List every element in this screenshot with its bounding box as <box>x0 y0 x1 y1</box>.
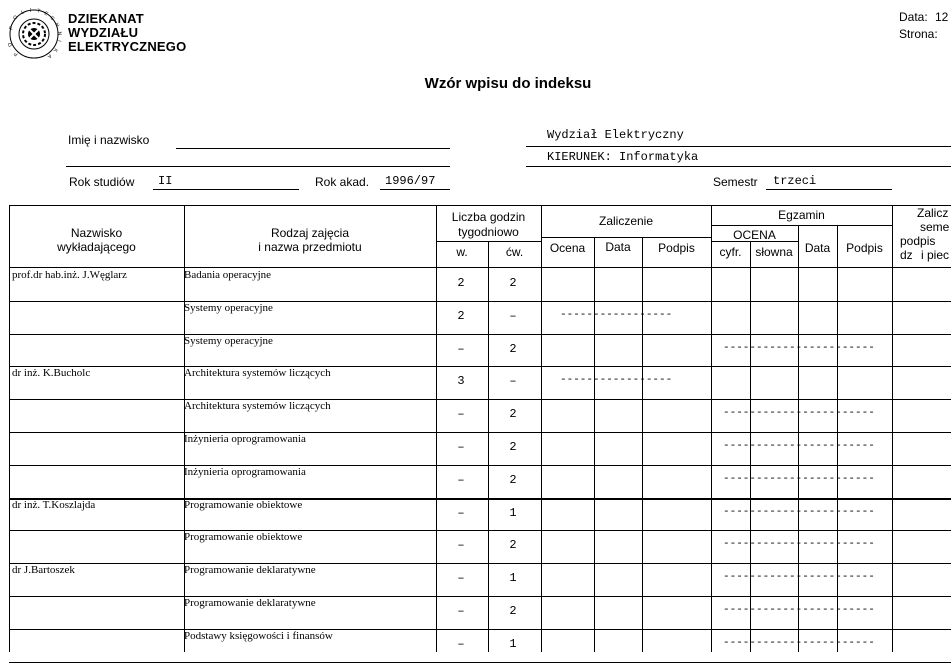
row-separator <box>9 399 951 400</box>
row-separator <box>9 498 951 500</box>
col-border-exam-date <box>798 225 799 652</box>
row-separator <box>9 596 951 597</box>
exam-dash-line: ----------------------- <box>723 538 875 550</box>
table-header-bottom <box>9 267 951 268</box>
exam-word-header: słowna <box>755 245 793 259</box>
semester-line <box>766 189 892 190</box>
faculty-value: Wydział Elektryczny <box>547 128 684 142</box>
exam-date-header: Data <box>804 241 831 255</box>
hours-header-l2: tygodniowo <box>458 225 519 239</box>
subject-cell: Programowanie obiektowe <box>184 531 303 543</box>
hours-w-cell: – <box>457 407 465 421</box>
name-label: Imię i nazwisko <box>68 133 150 147</box>
acad-value: 1996/97 <box>385 174 436 188</box>
credit-sign-header: Podpis <box>658 241 695 255</box>
exam-dash-line: ----------------------- <box>723 407 875 419</box>
hours-c-cell: – <box>509 309 517 323</box>
exam-dash-line: ----------------------- <box>723 637 875 649</box>
hours-c-cell: 2 <box>509 342 517 356</box>
exam-dash-line: ----------------------- <box>723 440 875 452</box>
exam-dash-line: ----------------------- <box>723 342 875 354</box>
hours-c-cell: 1 <box>509 637 517 651</box>
row-separator <box>9 629 951 630</box>
table-top-border <box>9 205 951 206</box>
exam-header: Egzamin <box>778 208 825 222</box>
svg-text:L: L <box>20 9 26 16</box>
exam-dash-line: ----------------------- <box>723 604 875 616</box>
org-name-line2: WYDZIAŁU <box>68 25 139 40</box>
hours-w-cell: – <box>457 342 465 356</box>
row-separator <box>9 563 951 564</box>
exam-subheader-line <box>711 225 892 226</box>
faculty-line <box>526 146 951 147</box>
year-value: II <box>158 174 173 188</box>
svg-text:K: K <box>51 47 59 53</box>
col-border-semester <box>892 205 893 652</box>
university-seal-logo <box>6 8 64 60</box>
hours-c-cell: 2 <box>509 276 517 290</box>
exam-digit-header: cyfr. <box>719 245 742 259</box>
name-field-line2 <box>66 166 450 167</box>
svg-text:I: I <box>55 39 62 43</box>
subject-cell: Systemy operacyjne <box>184 302 273 314</box>
exam-grade-header: OCENA <box>733 228 776 242</box>
semester-value: trzeci <box>773 174 817 188</box>
lecturer-header-l2: wykładającego <box>57 240 136 254</box>
subject-header-l1: Rodzaj zajęcia <box>270 226 350 240</box>
hours-w-header: w. <box>456 245 468 259</box>
lecturer-cell: dr inż. K.Bucholc <box>12 367 91 379</box>
hours-w-cell: 2 <box>457 276 465 290</box>
subject-cell: Architektura systemów liczących <box>184 400 331 412</box>
subject-cell: Programowanie obiektowe <box>184 499 303 511</box>
hours-c-cell: 2 <box>509 604 517 618</box>
subject-cell: Badania operacyjne <box>184 269 272 281</box>
org-name-line3: ELEKTRYCZNEGO <box>68 39 187 54</box>
col-border-exam <box>711 205 712 652</box>
col-border-left <box>9 205 10 652</box>
credit-dash-line: ----------------- <box>560 374 673 386</box>
semester-header-l4: i piec <box>921 248 950 262</box>
col-border-credit <box>541 205 542 652</box>
svg-text:O: O <box>6 41 14 48</box>
svg-text:I: I <box>30 8 32 14</box>
exam-dash-line: ----------------------- <box>723 506 875 518</box>
hours-c-cell: 2 <box>509 538 517 552</box>
name-field-line <box>176 148 450 149</box>
year-label: Rok studiów <box>69 175 135 189</box>
direction-value: KIERUNEK: Informatyka <box>547 150 699 164</box>
hours-w-cell: – <box>457 440 465 454</box>
subject-cell: Programowanie deklaratywne <box>184 597 316 609</box>
exam-dash-line: ----------------------- <box>723 571 875 583</box>
svg-text:A: A <box>46 52 53 60</box>
hours-w-cell: – <box>457 637 465 651</box>
col-border-credit-date <box>594 237 595 652</box>
lecturer-cell: prof.dr hab.inż. J.Węglarz <box>12 269 127 281</box>
page-title: Wzór wpisu do indeksu <box>424 75 592 92</box>
svg-text:P: P <box>12 50 20 58</box>
col-border-hours <box>436 205 437 652</box>
credit-header: Zaliczenie <box>598 214 654 228</box>
col-border-credit-sign <box>642 237 643 652</box>
svg-text:N: N <box>56 31 63 36</box>
hours-w-cell: – <box>457 538 465 552</box>
lecturer-header-l1: Nazwisko <box>70 226 123 240</box>
svg-text:O: O <box>12 14 20 22</box>
exam-sign-header: Podpis <box>846 241 883 255</box>
credit-grade-header: Ocena <box>549 241 586 255</box>
credit-date-header: Data <box>605 240 631 254</box>
hours-w-cell: – <box>457 571 465 585</box>
org-name-line1: DZIEKANAT <box>68 11 144 26</box>
exam-dash-line: ----------------------- <box>723 473 875 485</box>
row-separator <box>9 530 951 531</box>
svg-text:E: E <box>43 10 49 18</box>
row-separator <box>9 334 951 335</box>
svg-text:H: H <box>53 22 61 29</box>
credit-dash-line: ----------------- <box>560 309 673 321</box>
hours-w-cell: – <box>457 604 465 618</box>
subject-cell: Podstawy księgowości i finansów <box>184 630 333 642</box>
hours-c-cell: 2 <box>509 440 517 454</box>
svg-text:P: P <box>8 25 16 31</box>
year-line <box>153 189 299 190</box>
semester-header-l2: seme <box>920 220 950 234</box>
semester-header-l3: podpis dz <box>900 234 936 262</box>
col-border-exam-sign <box>837 225 838 652</box>
direction-line <box>526 166 951 167</box>
semester-label: Semestr <box>713 175 758 189</box>
hours-c-cell: 2 <box>509 407 517 421</box>
svg-text:T: T <box>36 8 41 15</box>
acad-label: Rok akad. <box>315 175 370 189</box>
hours-w-cell: – <box>457 473 465 487</box>
subject-cell: Programowanie deklaratywne <box>184 564 316 576</box>
subject-header-l2: i nazwa przedmiotu <box>258 240 362 254</box>
date-value: 12 <box>935 10 949 24</box>
page-label: Strona: <box>899 27 938 41</box>
subject-cell: Inżynieria oprogramowania <box>184 466 306 478</box>
subject-cell: Architektura systemów liczących <box>184 367 331 379</box>
lecturer-cell: dr J.Bartoszek <box>12 564 75 576</box>
date-label: Data: <box>899 10 928 24</box>
hours-c-cell: – <box>509 374 517 388</box>
hours-c-cell: 1 <box>509 506 517 520</box>
col-border-hours-c <box>488 241 489 652</box>
semester-header-l1: Zalicz <box>917 206 949 220</box>
row-separator <box>9 366 951 367</box>
hours-w-cell: 2 <box>457 309 465 323</box>
acad-line <box>380 189 450 190</box>
subject-cell: Systemy operacyjne <box>184 335 273 347</box>
credit-subheader-line <box>541 237 711 238</box>
hours-w-cell: – <box>457 506 465 520</box>
hours-header-l1: Liczba godzin <box>451 210 526 224</box>
svg-text:C: C <box>48 15 56 22</box>
hours-c-cell: 2 <box>509 473 517 487</box>
subject-cell: Inżynieria oprogramowania <box>184 433 306 445</box>
lecturer-cell: dr inż. T.Koszlajda <box>12 499 96 511</box>
row-separator <box>9 465 951 466</box>
hours-c-header: ćw. <box>505 245 524 259</box>
hours-c-cell: 1 <box>509 571 517 585</box>
row-separator <box>9 301 951 302</box>
hours-w-cell: 3 <box>457 374 465 388</box>
row-separator <box>9 432 951 433</box>
